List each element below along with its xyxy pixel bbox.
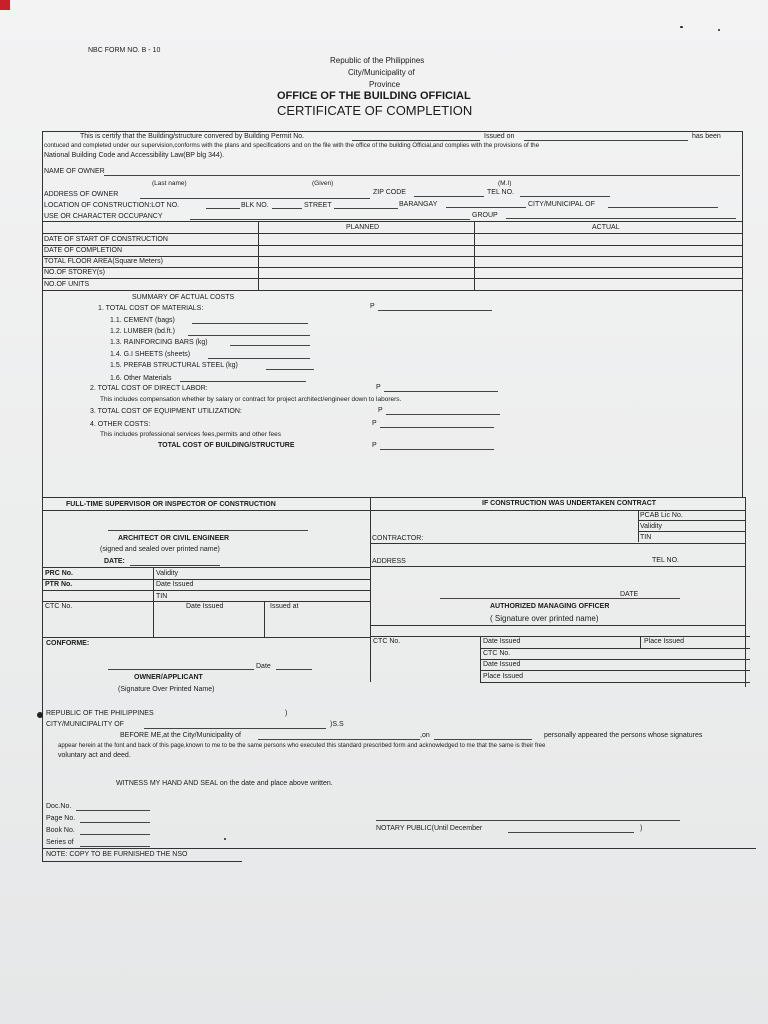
table1-row-label: TOTAL FLOOR AREA(Square Meters) <box>44 258 163 265</box>
intro-line3: National Building Code and Accessibility Law(BP blg 344). <box>44 152 225 159</box>
material-item: 1.3. RAINFORCING BARS (kg) <box>110 339 208 346</box>
book-no-label: Book No. <box>46 827 75 834</box>
series-field[interactable] <box>80 846 150 847</box>
labor-label: 2. TOTAL COST OF DIRECT LABOR: <box>90 385 208 392</box>
table1-row-label: DATE OF COMPLETION <box>44 247 123 254</box>
pcab-row-line <box>638 531 745 532</box>
given-name-caption: (Given) <box>312 180 334 187</box>
owner-signature-field[interactable] <box>108 669 254 670</box>
actual-header: ACTUAL <box>592 224 620 231</box>
other-cost-field[interactable] <box>380 427 494 428</box>
ctc-label: CTC No. <box>45 603 73 610</box>
city-municipal-field[interactable] <box>608 207 718 208</box>
table1-row-line <box>42 256 742 257</box>
zip-code-label: ZIP CODE <box>373 189 406 196</box>
architect-title: ARCHITECT OR CIVIL ENGINEER <box>118 535 230 542</box>
peso-sign: P <box>372 442 377 449</box>
other-materials-field[interactable] <box>180 381 306 382</box>
equipment-label: 3. TOTAL COST OF EQUIPMENT UTILIZATION: <box>90 408 242 415</box>
table1-bottom <box>42 290 742 291</box>
contract-address-label: ADDRESS <box>372 558 406 565</box>
ctc-row-line <box>480 659 750 660</box>
frame-left <box>42 131 43 861</box>
appear-text: appear herein at the font and back of this page,known to me to be the same persons who executed this standard prescribed form and acknowledged to me that the same is their free <box>58 742 546 749</box>
planned-header: PLANNED <box>346 224 380 231</box>
page-title: CERTIFICATE OF COMPLETION <box>277 103 473 118</box>
voluntary-text: voluntary act and deed. <box>58 752 131 759</box>
frame-top <box>42 131 742 132</box>
owner-name-label: NAME OF OWNER <box>44 168 105 175</box>
ink-speck <box>224 838 226 840</box>
group-label: GROUP <box>472 212 498 219</box>
page-no-field[interactable] <box>80 822 150 823</box>
labor-note: This includes compensation whether by salary or contract for project architect/engineer down to laborers. <box>100 396 402 403</box>
peso-sign: P <box>378 407 383 414</box>
material-item: 1.1. CEMENT (bags) <box>110 317 175 324</box>
table1-row-line <box>42 278 742 279</box>
issued-on-label: Issued on <box>484 133 515 140</box>
notary-public-label: NOTARY PUBLIC(Until December <box>376 825 483 832</box>
place-cell-line <box>640 636 641 648</box>
labor-cost-field[interactable] <box>384 391 498 392</box>
section-divider <box>370 497 371 682</box>
materials-label: 1. TOTAL COST OF MATERIALS: <box>98 305 204 312</box>
officer-line <box>370 625 745 626</box>
material-item: 1.5. PREFAB STRUCTURAL STEEL (kg) <box>110 362 238 369</box>
prc-row-line <box>42 601 370 602</box>
bars-field[interactable] <box>230 345 310 346</box>
note-text: NOTE: COPY TO BE FURNISHED THE NSO <box>46 851 188 858</box>
total-cost-label: TOTAL COST OF BUILDING/STRUCTURE <box>158 442 295 449</box>
notary-paren-close: ) <box>640 825 643 832</box>
ink-speck <box>680 26 683 28</box>
address-line <box>370 566 745 567</box>
on-text: ,on <box>420 732 430 739</box>
total-cost-field[interactable] <box>380 449 494 450</box>
city-municipal-label: CITY/MUNICIPAL OF <box>528 201 595 208</box>
conforme-date-field[interactable] <box>276 669 312 670</box>
notary-ss: )S.S <box>330 721 344 728</box>
table1-row-line <box>42 245 742 246</box>
contractor-line <box>370 543 745 544</box>
conforme-label: CONFORME: <box>46 640 90 647</box>
notary-republic: REPUBLIC OF THE PHILIPPINES <box>46 710 154 717</box>
contract-ctc2-label: CTC No. <box>483 650 511 657</box>
office-heading: OFFICE OF THE BUILDING OFFICIAL <box>277 90 471 102</box>
before-me-text: BEFORE ME,at the City/Municipality of <box>120 732 241 739</box>
prc-bottom-line <box>42 637 370 638</box>
header-city: City/Municipality of <box>348 68 415 77</box>
before-city-field[interactable] <box>258 739 420 740</box>
materials-cost-field[interactable] <box>378 310 492 311</box>
book-no-field[interactable] <box>80 834 150 835</box>
series-label: Series of <box>46 839 74 846</box>
intro-line2: contuced and completed under our supervision,conforms with the plans and specifications and on the file with the office of the building Official,and complies with the provisions of the <box>44 142 540 149</box>
prefab-steel-field[interactable] <box>266 369 314 370</box>
blk-no-field[interactable] <box>272 208 302 209</box>
other-costs-label: 4. OTHER COSTS: <box>90 421 151 428</box>
signed-caption: (signed and sealed over printed name) <box>100 546 220 553</box>
ptr-label: PTR No. <box>45 581 73 588</box>
owner-address-label: ADDRESS OF OWNER <box>44 191 119 198</box>
pcab-row-line <box>638 520 745 521</box>
barangay-label: BARANGAY <box>399 201 438 208</box>
ctc-top-line <box>370 636 750 637</box>
validity-label: Validity <box>156 570 179 577</box>
tel-no-field[interactable] <box>520 196 610 197</box>
tel-no-label: TEL NO. <box>487 189 514 196</box>
conforme-date-label: Date <box>256 663 271 670</box>
pcab-cell-line <box>638 510 639 542</box>
prc-label: PRC No. <box>45 570 73 577</box>
contract-tin-label: TIN <box>640 534 652 541</box>
supervisor-heading: FULL-TIME SUPERVISOR OR INSPECTOR OF CONSTRUCTION <box>66 501 276 508</box>
notary-city: CITY/MUNICIPALITY OF <box>46 721 124 728</box>
table1-row-label: NO.OF STOREY(s) <box>44 269 105 276</box>
contract-validity-label: Validity <box>640 523 663 530</box>
contract-place-issued-label: Place Issued <box>644 638 685 645</box>
pcab-label: PCAB Lic No. <box>640 512 683 519</box>
prc-row-line <box>42 579 370 580</box>
street-field[interactable] <box>334 208 398 209</box>
owner-address-field[interactable] <box>140 198 370 199</box>
has-been-label: has been <box>692 133 721 140</box>
issued-at-label: Issued at <box>270 603 299 610</box>
engineer-signature-field[interactable] <box>108 530 308 531</box>
doc-no-field[interactable] <box>76 810 150 811</box>
notary-signature-field[interactable] <box>376 820 680 821</box>
supervisor-date-label: DATE: <box>104 558 125 565</box>
red-corner-mark <box>0 0 10 10</box>
table1-top <box>42 221 742 222</box>
contract-date-issued-label: Date Issued <box>483 638 521 645</box>
ink-speck <box>37 712 43 718</box>
street-label: STREET <box>304 202 332 209</box>
prc-row-line <box>42 590 370 591</box>
lot-no-field[interactable] <box>206 208 240 209</box>
section-header-line <box>42 510 745 511</box>
ink-speck <box>718 29 720 31</box>
issued-on-field[interactable] <box>524 140 688 141</box>
peso-sign: P <box>376 384 381 391</box>
material-item: 1.2. LUMBER (bd.ft.) <box>110 328 175 335</box>
issued-at-cell-line <box>264 601 265 637</box>
barangay-field[interactable] <box>446 207 526 208</box>
location-label: LOCATION OF CONSTRUCTION:LOT NO. <box>44 202 180 209</box>
witness-text: WITNESS MY HAND AND SEAL on the date and place above written. <box>116 780 333 787</box>
intro-line1: This is certify that the Building/structure convered by Building Permit No. <box>80 133 305 140</box>
other-costs-note: This includes professional services fees,permits and other fees <box>100 431 282 438</box>
frame-right <box>742 131 743 497</box>
supervisor-date-field[interactable] <box>130 565 220 566</box>
equipment-cost-field[interactable] <box>386 414 500 415</box>
prc-cell-line <box>153 567 154 637</box>
costs-title: SUMMARY OF ACTUAL COSTS <box>132 294 235 301</box>
contract-date-issued2-label: Date Issued <box>483 661 521 668</box>
table1-row-label: NO.OF UNITS <box>44 281 90 288</box>
section-top <box>42 497 745 498</box>
officer-title: AUTHORIZED MANAGING OFFICER <box>490 603 610 610</box>
contract-tel-label: TEL NO. <box>652 557 679 564</box>
contract-heading: IF CONSTRUCTION WAS UNDERTAKEN CONTRACT <box>482 500 657 507</box>
contract-place-issued2-label: Place Issued <box>483 673 524 680</box>
zip-code-field[interactable] <box>414 196 484 197</box>
notary-paren: ) <box>285 710 288 717</box>
gi-sheets-field[interactable] <box>208 358 310 359</box>
material-item: 1.4. G.I SHEETS (sheets) <box>110 351 191 358</box>
table1-header-line <box>42 233 742 234</box>
contract-date-label: DATE <box>620 591 639 598</box>
doc-no-label: Doc.No. <box>46 803 72 810</box>
officer-signature-field[interactable] <box>440 598 680 599</box>
header-province: Province <box>369 80 401 89</box>
page-no-label: Page No. <box>46 815 76 822</box>
header-republic: Republic of the Philippines <box>330 56 425 65</box>
owner-applicant-title: OWNER/APPLICANT <box>134 674 203 681</box>
owner-name-field[interactable] <box>104 175 740 176</box>
material-item: 1.6. Other Materials <box>110 375 172 382</box>
contractor-label: CONTRACTOR: <box>372 535 424 542</box>
peso-sign: P <box>372 420 377 427</box>
mi-caption: (M.I) <box>498 180 512 187</box>
cement-field[interactable] <box>192 323 308 324</box>
contract-ctc-label: CTC No. <box>373 638 401 645</box>
lumber-field[interactable] <box>188 335 310 336</box>
use-occupancy-label: USE OR CHARACTER OCCUPANCY <box>44 213 163 220</box>
blk-no-label: BLK NO. <box>241 202 269 209</box>
ctc-row-line <box>480 648 750 649</box>
personally-text: personally appeared the persons whose signatures <box>544 732 703 739</box>
ctc-row-line <box>480 670 750 671</box>
tin-label: TIN <box>156 593 168 600</box>
date-issued-label: Date Issued <box>156 581 194 588</box>
group-field[interactable] <box>506 218 736 219</box>
note-top-line <box>42 848 756 849</box>
notary-until-field[interactable] <box>508 832 634 833</box>
officer-sig-caption: ( Signature over printed name) <box>490 614 599 623</box>
ctc-bottom-line <box>480 682 750 683</box>
peso-sign: P <box>370 303 375 310</box>
owner-sig-caption: (Signature Over Printed Name) <box>118 686 215 693</box>
table1-row-line <box>42 267 742 268</box>
use-occupancy-field[interactable] <box>190 219 470 220</box>
prc-top-line <box>42 567 370 568</box>
table1-row-label: DATE OF START OF CONSTRUCTION <box>44 236 168 243</box>
form-number: NBC FORM NO. B - 10 <box>88 47 161 54</box>
note-bottom-line <box>42 861 242 862</box>
last-name-caption: (Last name) <box>152 180 187 187</box>
notary-city-field[interactable] <box>144 728 326 729</box>
permit-no-field[interactable] <box>352 140 480 141</box>
on-date-field[interactable] <box>434 739 532 740</box>
ctc-date-issued-label: Date Issued <box>186 603 224 610</box>
